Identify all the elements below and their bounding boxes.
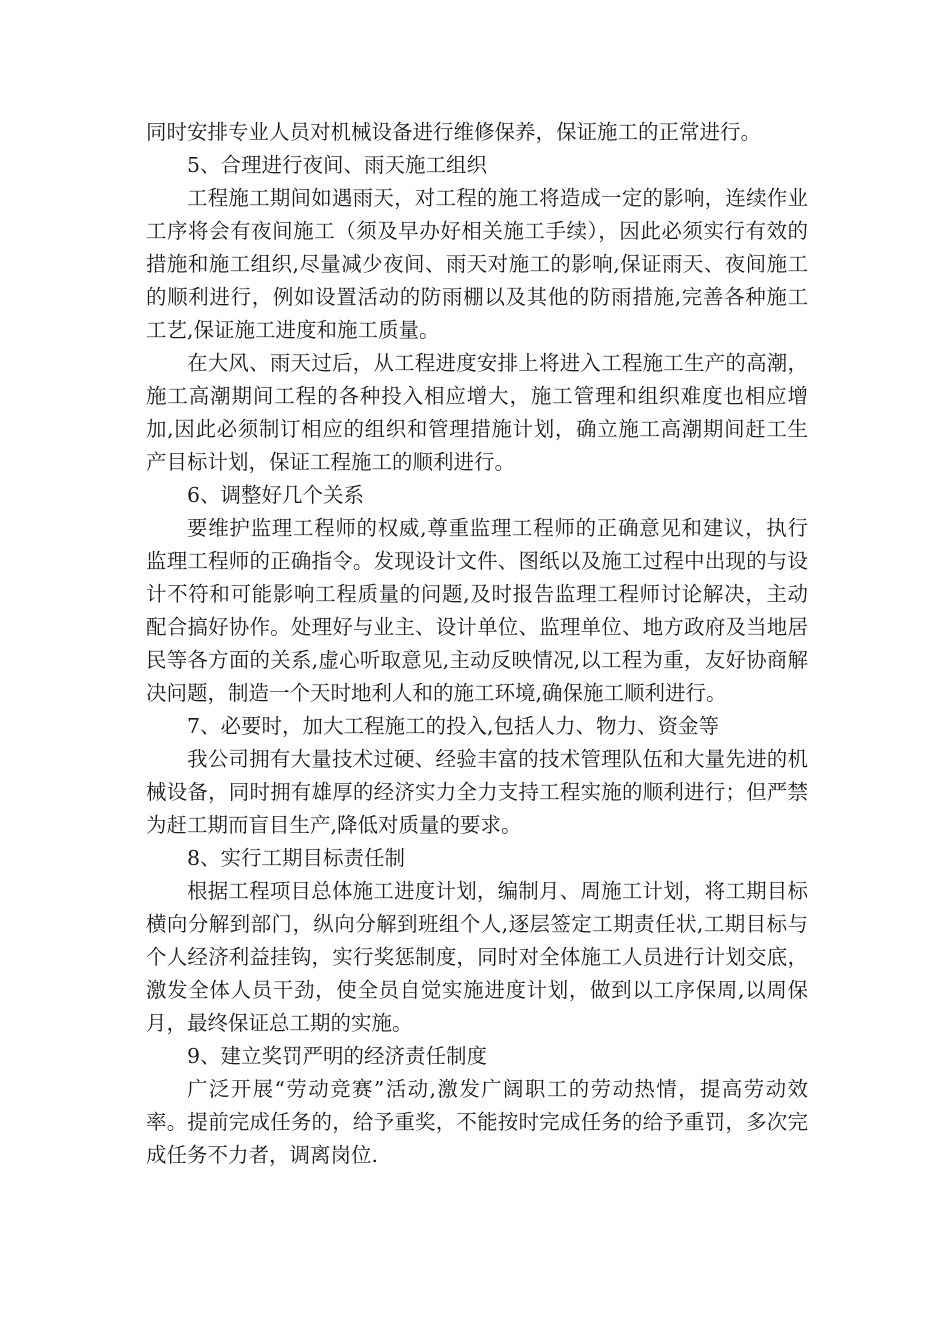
- section-heading-7: 7、必要时，加大工程施工的投入,包括人力、物力、资金等: [187, 714, 720, 738]
- section-heading-6: 6、调整好几个关系: [187, 483, 365, 507]
- paragraph-responsibility: 根据工程项目总体施工进度计划，编制月、周施工计划，将工期目标横向分解到部门，纵向分解到班组个人,逐层签定工期责任状,工期目标与个人经济利益挂钩，实行奖惩制度，同时对全体施工人员进行计划交底，激发全体人员干劲，使全员自觉实施进度计划，做到以工序保周,以周保月，最终保证总工期的实施。: [146, 879, 808, 1035]
- paragraph-continuation: 同时安排专业人员对机械设备进行维修保养，保证施工的正常进行。: [146, 120, 761, 144]
- paragraph-rain-night: 工程施工期间如遇雨天，对工程的施工将造成一定的影响，连续作业工序将会有夜间施工（须及早办好相关施工手续），因此必须实行有效的措施和施工组织,尽量减少夜间、雨天对施工的影响,保证雨天、夜间施工的顺利进行，例如设置活动的防雨棚以及其他的防雨措施,完善各种施工工艺,保证施工进度和施工质量。: [146, 186, 808, 342]
- section-heading-5: 5、合理进行夜间、雨天施工组织: [187, 153, 488, 177]
- paragraph-peak-period: 在大风、雨天过后，从工程进度安排上将进入工程施工生产的高潮，施工高潮期间工程的各种投入相应增大，施工管理和组织难度也相应增加,因此必须制订相应的组织和管理措施计划，确立施工高潮期间赶工生产目标计划，保证工程施工的顺利进行。: [146, 351, 808, 474]
- section-heading-9: 9、建立奖罚严明的经济责任制度: [187, 1044, 488, 1068]
- paragraph-investment: 我公司拥有大量技术过硬、经验丰富的技术管理队伍和大量先进的机械设备，同时拥有雄厚的经济实力全力支持工程实施的顺利进行；但严禁为赶工期而盲目生产,降低对质量的要求。: [146, 747, 808, 837]
- document-page: [146, 116, 808, 1172]
- paragraph-rewards: 广泛开展“劳动竞赛”活动,激发广阔职工的劳动热情，提高劳动效率。提前完成任务的，给予重奖，不能按时完成任务的给予重罚，多次完成任务不力者，调离岗位.: [146, 1077, 808, 1167]
- section-heading-8: 8、实行工期目标责任制: [187, 846, 406, 870]
- paragraph-relations: 要维护监理工程师的权威,尊重监理工程师的正确意见和建议，执行监理工程师的正确指令。发现设计文件、图纸以及施工过程中出现的与设计不符和可能影响工程质量的问题,及时报告监理工程师讨论解决，主动配合搞好协作。处理好与业主、设计单位、监理单位、地方政府及当地居民等各方面的关系,虚心听取意见,主动反映情况,以工程为重，友好协商解决问题，制造一个天时地利人和的施工环境,确保施工顺利进行。: [146, 516, 808, 705]
